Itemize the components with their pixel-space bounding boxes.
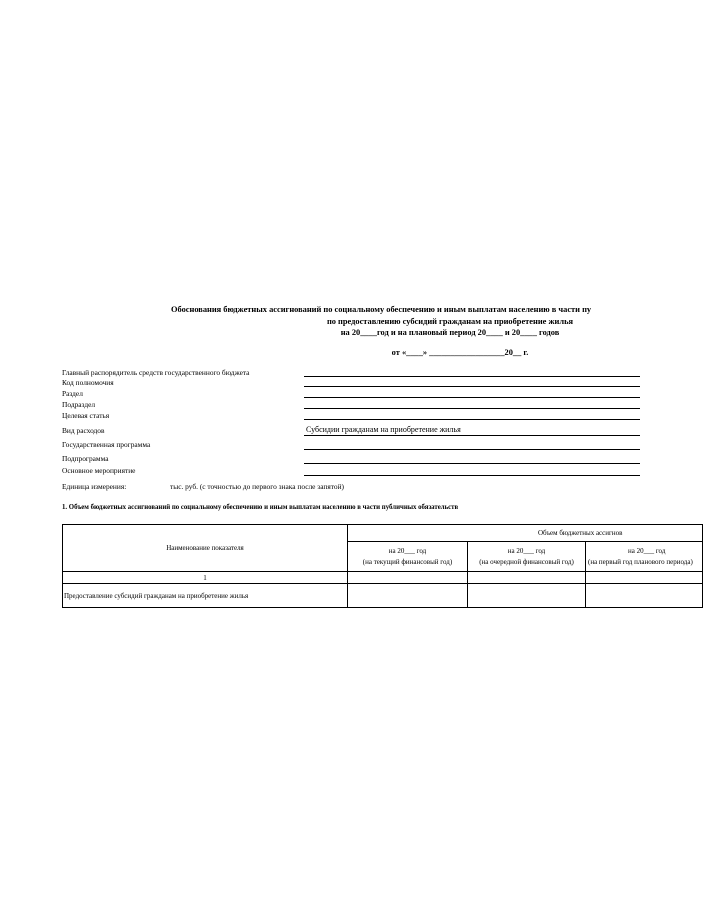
field-line-state-program <box>304 449 640 450</box>
field-line-expense-type <box>304 435 640 436</box>
field-label-target-article: Целевая статья <box>62 411 110 420</box>
field-label-authority-code: Код полномочия <box>62 378 114 387</box>
field-line-section <box>304 397 640 398</box>
field-line-main-activity <box>304 475 640 476</box>
header-next-year: на 20___ год (на очередной финансовый год) <box>468 542 586 572</box>
field-line-authority-code <box>304 386 640 387</box>
unit-label: Единица измерения: <box>62 482 127 491</box>
field-line-subsection <box>304 408 640 409</box>
row-indicator-name: Предоставление субсидий гражданам на приобретение жилья <box>63 584 348 608</box>
field-label-chief-manager: Главный распорядитель средств государственного бюджета <box>62 368 250 377</box>
row-value-next-year <box>468 584 586 608</box>
document-title-line1: Обоснования бюджетных ассигнований по социальному обеспечению и иным выплатам населению в части пу <box>171 305 592 314</box>
field-value-expense-type: Субсидии гражданам на приобретение жилья <box>306 425 461 434</box>
document-title-line3: на 20____год и на плановый период 20____ и 20____ годов <box>340 328 560 337</box>
field-label-section: Раздел <box>62 389 83 398</box>
field-label-subsection: Подраздел <box>62 400 96 409</box>
field-label-expense-type: Вид расходов <box>62 426 105 435</box>
field-label-state-program: Государственная программа <box>62 440 151 449</box>
field-line-subprogram <box>304 463 640 464</box>
appropriations-table <box>62 524 703 608</box>
row-value-current-year <box>348 584 468 608</box>
field-line-target-article <box>304 419 640 420</box>
document-date: от «____» __________________20__ г. <box>391 348 529 357</box>
field-line-chief-manager <box>304 376 640 377</box>
header-indicator-name: Наименование показателя <box>63 525 348 572</box>
section-title: 1. Объем бюджетных ассигнований по социальному обеспечению и иным выплатам населению в части публичных обязательств <box>62 504 459 511</box>
unit-value: тыс. руб. (с точностью до первого знака после запятой) <box>170 482 345 491</box>
header-first-plan-year: на 20___ год (на первый год планового периода) <box>586 542 703 572</box>
column-number-2 <box>348 572 468 584</box>
field-label-main-activity: Основное мероприятие <box>62 466 136 475</box>
row-value-first-plan-year <box>586 584 703 608</box>
column-number-4 <box>586 572 703 584</box>
header-current-year: на 20___ год (на текущий финансовый год) <box>348 542 468 572</box>
document-title-line2: по предоставлению субсидий гражданам на приобретение жилья <box>326 317 574 326</box>
column-number-1: 1 <box>63 572 348 584</box>
field-label-subprogram: Подпрограмма <box>62 454 109 463</box>
column-number-3 <box>468 572 586 584</box>
header-appropriation-volume: Объем бюджетных ассигнов <box>348 525 703 542</box>
